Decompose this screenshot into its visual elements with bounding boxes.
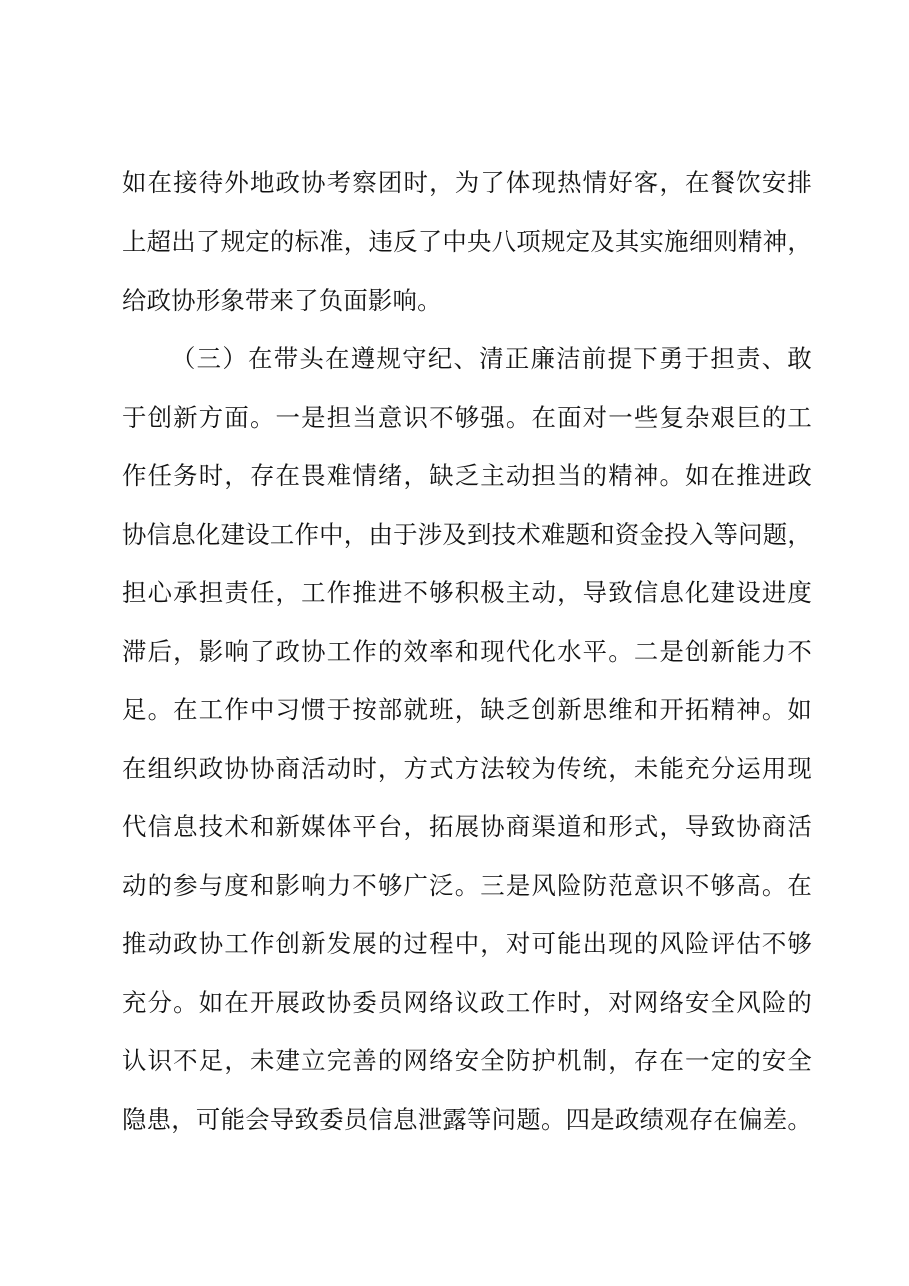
text-line: 给政协形象带来了负面影响。 — [122, 286, 442, 315]
text-line: 推动政协工作创新发展的过程中，对可能出现的风险评估不够 — [122, 929, 812, 958]
text-line: 协信息化建设工作中，由于涉及到技术难题和资金投入等问题， — [122, 520, 812, 549]
text-line: 充分。如在开展政协委员网络议政工作时，对网络安全风险的 — [122, 988, 812, 1017]
text-line: 上超出了规定的标准，违反了中央八项规定及其实施细则精神， — [122, 227, 812, 256]
text-line: 在组织政协协商活动时，方式方法较为传统，未能充分运用现 — [122, 754, 812, 783]
text-line: 于创新方面。一是担当意识不够强。在面对一些复杂艰巨的工 — [122, 403, 812, 432]
text-line: 代信息技术和新媒体平台，拓展协商渠道和形式，导致协商活 — [122, 812, 812, 841]
text-line: 足。在工作中习惯于按部就班，缺乏创新思维和开拓精神。如 — [122, 695, 812, 724]
text-line: 担心承担责任，工作推进不够积极主动，导致信息化建设进度 — [122, 578, 812, 607]
paragraph-heading-line: （三）在带头在遵规守纪、清正廉洁前提下勇于担责、敢 — [171, 344, 812, 373]
text-line: 滞后，影响了政协工作的效率和现代化水平。二是创新能力不 — [122, 637, 812, 666]
text-line: 作任务时，存在畏难情绪，缺乏主动担当的精神。如在推进政 — [122, 461, 812, 490]
text-line: 隐患，可能会导致委员信息泄露等问题。四是政绩观存在偏差。 — [122, 1105, 812, 1134]
text-line: 如在接待外地政协考察团时，为了体现热情好客，在餐饮安排 — [122, 168, 812, 197]
text-line: 动的参与度和影响力不够广泛。三是风险防范意识不够高。在 — [122, 871, 812, 900]
text-line: 认识不足，未建立完善的网络安全防护机制，存在一定的安全 — [122, 1046, 812, 1075]
